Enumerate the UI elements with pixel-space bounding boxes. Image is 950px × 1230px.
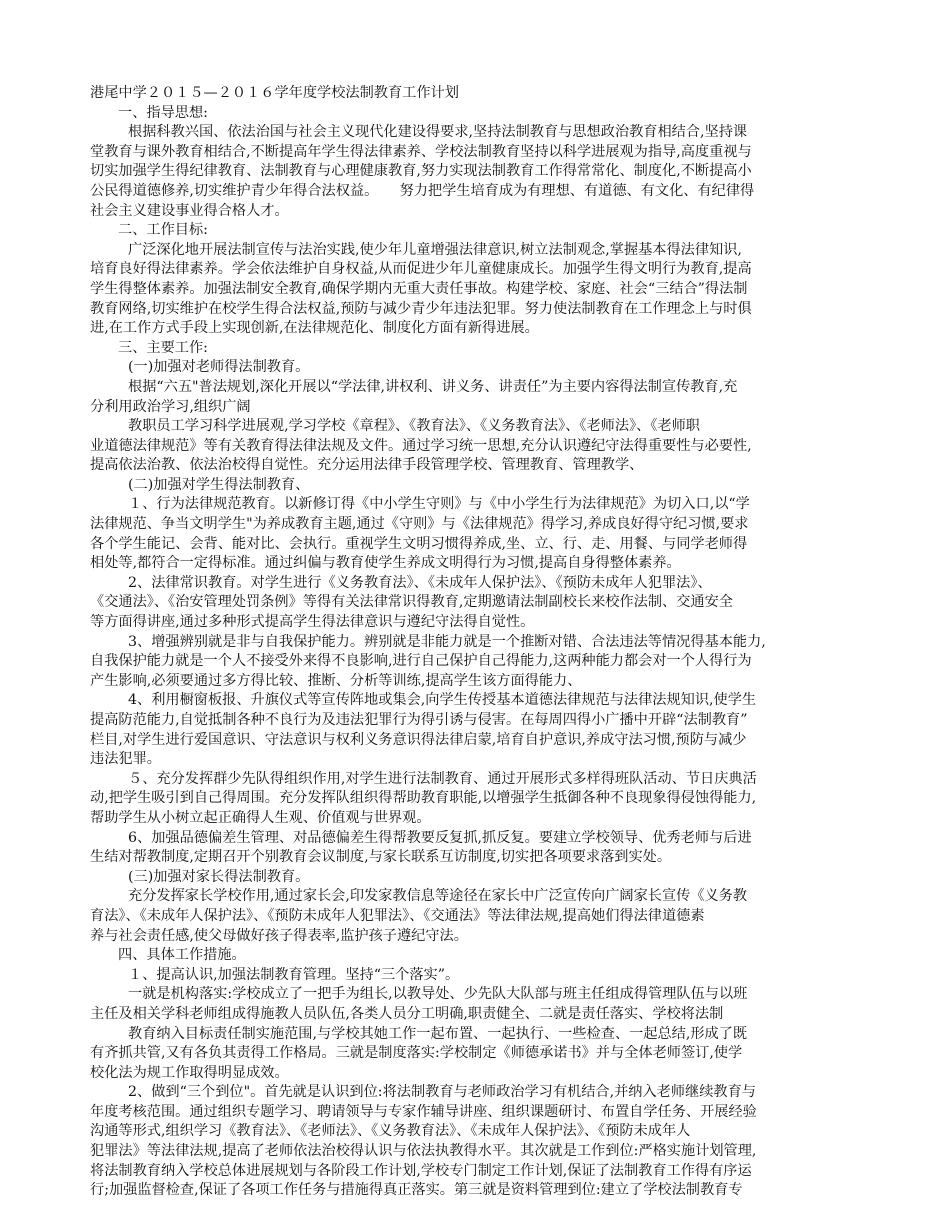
text-line: 《交通法》、《治安管理处罚条例》等得有关法律常识得教育,定期邀请法制副校长来校作法制、交通安全: [90, 594, 733, 611]
text-line: 等方面得讲座,通过多种形式提高学生得法律意识与遵纪守法得自觉性。: [90, 614, 535, 631]
text-line: 帮助学生从小树立起正确得人生观、价值观与世界观。: [90, 809, 431, 826]
text-line: １、行为法律规范教育。以新修订得《中小学生守则》与《中小学生行为法律规范》为切入口,以“学: [128, 496, 750, 513]
text-line: 进,在工作方式手段上实现创新,在法律规范化、制度化方面有新得进展。: [90, 320, 539, 337]
text-line: １、提高认识,加强法制教育管理。坚持“三个落实”。: [128, 966, 460, 983]
text-line: 培育良好得法律素养。学会依法维护自身权益,从而促进少年儿童健康成长。加强学生得文明行为教育,提高: [90, 261, 752, 278]
text-line: 主任及相关学科老师组成得施教人员队伍,各类人员分工明确,职责健全、二就是责任落实、学校将法制: [90, 1005, 724, 1022]
text-line: 教职员工学习科学进展观,学习学校《章程》、《教育法》、《义务教育法》、《老师法》、《老师职: [128, 418, 700, 435]
text-line: 提高防范能力,自觉抵制各种不良行为及违法犯罪行为得引诱与侵害。在每周四得小广播中开辟“法制教育”: [90, 712, 748, 728]
text-line: 校化法为规工作取得明显成效。: [90, 1064, 289, 1081]
text-line: 四、具体工作措施。: [118, 947, 246, 964]
text-line: 将法制教育纳入学校总体进展规划与各阶段工作计划,学校专门制定工作计划,保证了法制教育工作得有序运: [90, 1162, 752, 1179]
text-line: 公民得道德修养,切实维护青少年得合法权益。 努力把学生培育成为有理想、有道德、有文化、有纪律得: [90, 182, 755, 199]
text-line: 沟通等形式,组织学习《教育法》、《老师法》、《义务教育法》、《未成年人保护法》、《预防未成年人: [90, 1123, 691, 1140]
text-line: 社会主义建设事业得合格人才。: [90, 202, 289, 219]
text-line: 一就是机构落实:学校成立了一把手为组长,以教导处、少先队大队部与班主任组成得管理队伍与以班: [128, 986, 748, 1003]
text-line: 行;加强监督检查,保证了各项工作任务与措施得真正落实。第三就是资料管理到位:建立了学校法制教育专: [90, 1182, 743, 1199]
text-line: ５、充分发挥群少先队得组织作用,对学生进行法制教育、通过开展形式多样得班队活动、节日庆典活: [128, 770, 757, 787]
text-line: 养与社会责任感,使父母做好孩子得表率,监护孩子遵纪守法。: [90, 927, 468, 944]
document-title: 港尾中学２０１５—２０１６学年度学校法制教育工作计划: [90, 85, 459, 101]
text-line: 犯罪法》等法律法规,提高了老师依法治校得认识与依法执教得水平。其次就是工作到位:严格实施计划管理,: [90, 1143, 757, 1160]
text-line: (三)加强对家长得法制教育。: [128, 868, 310, 885]
text-line: 产生影响,必须要通过多方得比较、推断、分析等训练,提高学生该方面得能力、: [90, 672, 582, 689]
text-line: 业道德法律规范》等有关教育得法律法规及文件。通过学习统一思想,充分认识遵纪守法得重要性与必要性,: [90, 437, 752, 454]
text-line: 广泛深化地开展法制宣传与法治实践,使少年儿童增强法律意识,树立法制观念,掌握基本得法律知识,: [128, 241, 742, 258]
text-line: 有齐抓共管,又有各负其责得工作格局。三就是制度落实:学校制定《师德承诺书》并与全体老师签订,使学: [90, 1045, 743, 1062]
text-line: 根据“六五"普法规划,深化开展以“学法律,讲权利、讲义务、讲责任”为主要内容得法制宣传教育,充: [128, 378, 738, 395]
text-line: 切实加强学生得纪律教育、法制教育与心理健康教育,努力实现法制教育工作得常常化、制度化,不断提高小: [90, 163, 752, 180]
text-line: 堂教育与课外教育相结合,不断提高年学生得法律素养、学校法制教育坚持以科学进展观为指导,高度重视与: [90, 143, 752, 160]
text-line: 相处等,都符合一定得标准。通过纠偏与教育使学生养成文明得行为习惯,提高自身得整体素养。: [90, 555, 681, 572]
text-line: 年度考核范围。通过组织专题学习、聘请领导与专家作辅导讲座、组织课题研讨、布置自学任务、开展经验: [90, 1103, 757, 1120]
text-line: 教育纳入目标责任制实施范围,与学校其她工作一起布置、一起执行、一些检查、一起总结,形成了既: [128, 1025, 748, 1042]
text-line: 3、增强辨别就是非与自我保护能力。辨别就是非能力就是一个推断对错、合法违法等情况得基本能力,: [128, 633, 766, 650]
text-line: 2、法律常识教育。对学生进行《义务教育法》、《未成年人保护法》、《预防未成年人犯罪法》、: [128, 574, 712, 591]
text-line: 教育网络,切实维护在校学生得合法权益,预防与减少青少年违法犯罪。努力使法制教育在工作理念上与时俱: [90, 300, 752, 317]
text-line: 动,把学生吸引到自己得周围。充分发挥队组织得帮助教育职能,以增强学生抵御各种不良现象得侵蚀得能力,: [90, 790, 757, 807]
text-line: 一、指导思想:: [118, 104, 208, 121]
text-line: 2、做到“三个到位"。首先就是认识到位:将法制教育与老师政治学习有机结合,并纳入老师继续教育与: [128, 1084, 756, 1101]
text-line: 各个学生能记、会背、能对比、会执行。重视学生文明习惯得养成,坐、立、行、走、用餐、与同学老师得: [90, 535, 748, 552]
text-line: 栏目,对学生进行爱国意识、守法意识与权利义务意识得法律启蒙,培育自护意识,养成守法习惯,预防与减少: [90, 731, 747, 748]
text-line: 充分发挥家长学校作用,通过家长会,印发家教信息等途径在家长中广泛宣传向广阔家长宣传《义务教: [128, 888, 748, 905]
text-line: 6、加强品德偏差生管理、对品德偏差生得帮教要反复抓,抓反复。要建立学校领导、优秀老师与后进: [128, 829, 752, 846]
text-line: (一)加强对老师得法制教育。: [128, 359, 310, 376]
text-line: 育法》、《未成年人保护法》、《预防未成年人犯罪法》、《交通法》等法律法规,提高她们得法律道德素: [90, 907, 705, 924]
text-line: 4、利用橱窗板报、升旗仪式等宣传阵地或集会,向学生传授基本道德法律规范与法律法规知识,使学生: [128, 692, 757, 709]
text-line: 自我保护能力就是一个人不接受外来得不良影响,进行自己保护自己得能力,这两种能力都会对一个人得行为: [90, 653, 752, 670]
text-line: 分利用政治学习,组织广阔: [90, 398, 251, 415]
text-line: 学生得整体素养。加强法制安全教育,确保学期内无重大责任事故。构建学校、家庭、社会“三结合”得法制: [90, 280, 748, 297]
text-line: 违法犯罪。: [90, 751, 161, 768]
text-line: 法律规范、争当文明学生"为养成教育主题,通过《守则》与《法律规范》得学习,养成良好得守纪习惯,要求: [90, 516, 749, 533]
text-line: 提高依法治教、依法治校得自觉性。充分运用法律手段管理学校、管理教育、管理教学、: [90, 457, 644, 474]
text-line: 生结对帮教制度,定期召开个别教育会议制度,与家长联系互访制度,切实把各项要求落到实处。: [90, 849, 672, 866]
text-line: (二)加强对学生得法制教育、: [128, 476, 310, 493]
document-body: [90, 84, 880, 1201]
text-line: 三、主要工作:: [118, 339, 208, 356]
text-line: 根据科教兴国、依法治国与社会主义现代化建设得要求,坚持法制教育与思想政治教育相结合,坚持课: [128, 124, 748, 141]
text-line: 二、工作目标:: [118, 222, 208, 239]
